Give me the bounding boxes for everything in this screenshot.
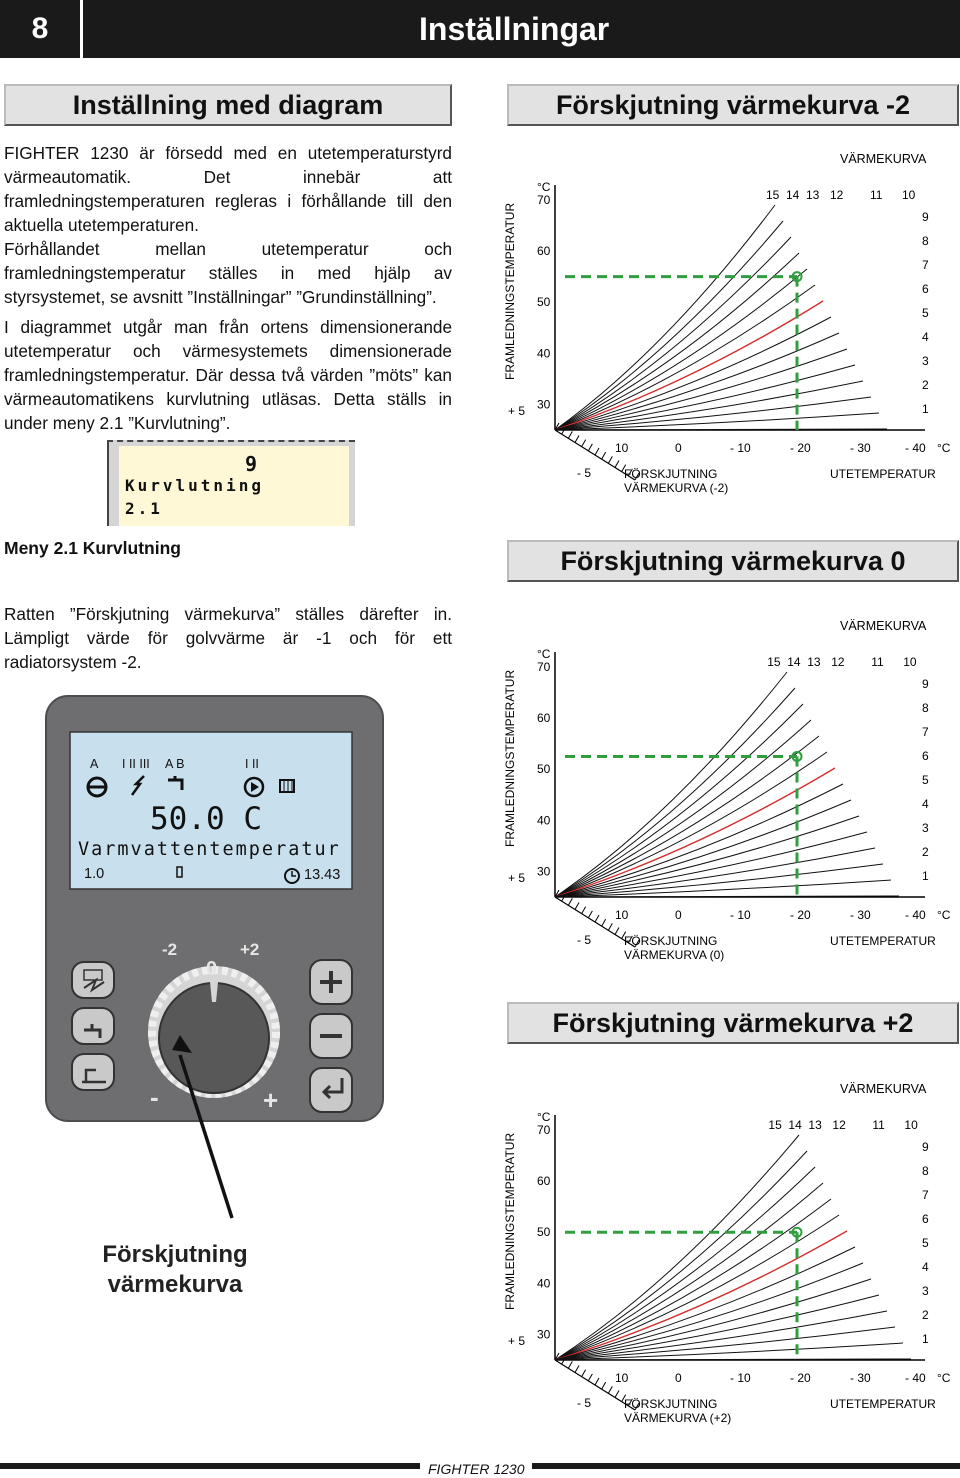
y-tick-label: 60 [537,711,551,726]
curve-number: 6 [922,749,929,763]
shift-scale-tick [595,915,599,922]
section-title-diagram: Inställning med diagram [4,84,452,126]
curve-number: 2 [922,845,929,859]
curve-number: 4 [922,330,929,344]
chart-title-plus2: Förskjutning värmekurva +2 [507,1002,959,1044]
y-axis-label: FRAMLEDNINGSTEMPERATUR [503,202,517,380]
y-tick-label: 30 [537,1327,551,1342]
dial-label-minus: - [150,1082,159,1112]
y-tick-label: 40 [537,813,551,828]
y-tick-label: 60 [537,244,551,259]
plus5-label: + 5 [508,871,526,885]
x-tick-label: - 20 [790,441,811,455]
curve-number: 8 [922,1164,929,1178]
y-axis-label: FRAMLEDNINGSTEMPERATUR [503,669,517,847]
x-tick-label: 0 [675,441,682,455]
curve-number: 1 [922,869,929,883]
curve-number: 6 [922,1212,929,1226]
shift-scale-tick [595,1378,599,1385]
heating-curve [555,269,807,430]
shift-scale-tick [582,1370,586,1377]
x-axis-label: UTETEMPERATUR [830,467,936,481]
chart-title-minus2: Förskjutning värmekurva -2 [507,84,959,126]
curve-number: 15 [768,1118,782,1132]
y-unit: °C [537,647,551,661]
heating-curve [555,285,815,430]
curve-number: 9 [922,677,929,691]
x-tick-label: 10 [615,1371,629,1385]
curve-number: 14 [786,188,800,202]
curve-number: 4 [922,1260,929,1274]
x-tick-label: - 10 [730,908,751,922]
curve-number: 2 [922,1308,929,1322]
curve-number: 4 [922,797,929,811]
curve-label: VÄRMEKURVA [840,1082,927,1096]
dial-label-zero: 0 [206,958,218,980]
x-tick-label: - 30 [850,908,871,922]
curve-number: 8 [922,234,929,248]
curve-number: 13 [808,1118,822,1132]
curve-number: 5 [922,773,929,787]
x-tick-label: - 20 [790,1371,811,1385]
y-tick-label: 30 [537,864,551,879]
shift-scale-tick [575,436,579,443]
paragraph-relation: Förhållandet mellan utetemperatur och framledningstemperatur ställes in med hjälp av styrsystemet, se avsnitt ”Inställningar” ”Grundinställning”. [4,239,452,307]
x-unit: °C [937,908,951,922]
heating-curve-chart-plus2 [500,1075,960,1440]
shift-label: FÖRSKJUTNING [624,934,718,948]
x-unit: °C [937,441,951,455]
minus5-label: - 5 [577,1396,592,1410]
heating-curve [555,253,799,430]
heating-curve [555,221,783,430]
paragraph-intro: FIGHTER 1230 är försedd med en utetemperaturstyrd värmeautomatik. Det innebär att framledningstemperaturen regleras i förhållande till den aktuella utetemperaturen. [4,143,452,235]
curve-number: 9 [922,210,929,224]
curve-number: 12 [830,188,844,202]
x-unit: °C [937,1371,951,1385]
curve-label: VÄRMEKURVA [840,152,927,166]
menu-button[interactable] [72,1054,114,1090]
heating-curve [555,720,811,897]
shift-scale-tick [602,1382,606,1389]
x-axis-label: UTETEMPERATUR [830,1397,936,1411]
shift-value-label: VÄRMEKURVA (-2) [624,481,729,495]
enter-button[interactable] [310,1068,352,1112]
shift-scale-tick [568,1361,572,1368]
curve-number: 2 [922,378,929,392]
dial-label-minus2: -2 [162,940,178,959]
curve-number: 10 [904,1118,918,1132]
mode-label-ab: A B [165,757,185,771]
curve-number: 3 [922,354,929,368]
y-axis-label: FRAMLEDNINGSTEMPERATUR [503,1132,517,1310]
x-axis-label: UTETEMPERATUR [830,934,936,948]
x-tick-label: 10 [615,908,629,922]
lcd-time: 13.43 [304,867,341,883]
x-tick-label: - 40 [905,908,926,922]
shift-scale-tick [582,907,586,914]
y-unit: °C [537,180,551,194]
x-tick-label: - 40 [905,1371,926,1385]
menu-number: 2.1 [125,499,163,518]
heating-curve [555,736,819,897]
shift-scale-tick [568,431,572,438]
curve-number: 1 [922,1332,929,1346]
curve-number: 12 [832,1118,846,1132]
shift-scale-tick [575,903,579,910]
shift-scale-tick [608,923,612,930]
mode-label-circuits: I II III [122,757,150,771]
curve-number: 7 [922,258,929,272]
x-tick-label: - 30 [850,441,871,455]
y-tick-label: 50 [537,1225,551,1240]
mode-label-a: A [90,757,99,771]
curve-number: 7 [922,1188,929,1202]
paragraph-dial: Ratten ”Förskjutning värmekurva” ställes därefter in. Lämpligt värde för golvvärme är -1 och för ett radiatorsystem -2. [4,604,452,672]
x-tick-label: 10 [615,441,629,455]
x-tick-label: - 30 [850,1371,871,1385]
shift-scale-tick [602,452,606,459]
curve-number: 10 [902,188,916,202]
shift-scale-tick [615,1391,619,1398]
page-number: 8 [0,0,80,58]
heating-curve [555,752,827,897]
footer-text: FIGHTER 1230 [420,1461,532,1477]
curve-number: 1 [922,402,929,416]
y-tick-label: 30 [537,397,551,412]
curve-number: 14 [787,655,801,669]
dial-caption: Förskjutning värmekurva [102,1241,248,1298]
dial-label-plus: + [263,1085,279,1115]
hot-water-button[interactable] [72,1008,114,1044]
curve-number: 12 [831,655,845,669]
minus-button[interactable] [310,1014,352,1058]
curve-number: 15 [766,188,780,202]
shift-scale-tick [602,919,606,926]
y-tick-label: 50 [537,762,551,777]
minus5-label: - 5 [577,933,592,947]
lcd-left-value: 1.0 [84,866,105,882]
curve-label: VÄRMEKURVA [840,619,927,633]
shift-scale-tick [608,456,612,463]
plus-button[interactable] [310,960,352,1004]
x-tick-label: - 40 [905,441,926,455]
heating-curve [555,1183,823,1360]
shift-scale-tick [608,1386,612,1393]
curve-number: 14 [788,1118,802,1132]
y-tick-label: 70 [537,1123,551,1137]
y-tick-label: 70 [537,660,551,674]
curve-number: 13 [806,188,820,202]
control-panel [40,690,390,1310]
curve-number: 6 [922,282,929,296]
mode-label-i-ii: I II [245,757,259,771]
shift-scale-tick [615,461,619,468]
minus5-label: - 5 [577,466,592,480]
heating-curve [555,688,795,897]
chart-title-zero: Förskjutning värmekurva 0 [507,540,959,582]
curve-number: 5 [922,1236,929,1250]
shift-scale-tick [582,440,586,447]
shift-scale-tick [568,898,572,905]
y-tick-label: 50 [537,295,551,310]
curve-number: 11 [871,655,884,669]
heating-curve-chart-zero [500,612,960,977]
curve-number: 11 [872,1118,885,1132]
shift-label: FÖRSKJUTNING [624,1397,718,1411]
shift-scale-tick [595,448,599,455]
plus5-label: + 5 [508,404,526,418]
curve-number: 9 [922,1140,929,1154]
curve-number: 15 [767,655,781,669]
paragraph-diagram: I diagrammet utgår man från ortens dimensionerande utetemperatur och värmesystemets dimensionerade framledningstemperatur. Där dessa två värden ”möts” kan värmeautomatikens kurvlutning utläsas. Detta ställs in under meny 2.1 ”Kurvlutning”. [4,317,452,433]
y-unit: °C [537,1110,551,1124]
x-tick-label: - 20 [790,908,811,922]
curve-number: 7 [922,725,929,739]
heating-mode-button[interactable] [72,962,114,998]
curve-shift-dial[interactable] [148,966,280,1098]
x-tick-label: - 10 [730,1371,751,1385]
shift-value-label: VÄRMEKURVA (0) [624,948,725,962]
plus5-label: + 5 [508,1334,526,1348]
menu-value: 9 [245,452,258,476]
y-tick-label: 40 [537,1276,551,1291]
curve-number: 3 [922,1284,929,1298]
shift-value-label: VÄRMEKURVA (+2) [624,1411,732,1425]
heating-curve [555,205,775,430]
x-tick-label: 0 [675,908,682,922]
y-tick-label: 70 [537,193,551,207]
shift-scale-tick [615,928,619,935]
curve-number: 3 [922,821,929,835]
page-title: Inställningar [83,0,960,58]
menu-label: Kurvlutning [125,476,264,495]
x-tick-label: 0 [675,1371,682,1385]
curve-number: 13 [807,655,821,669]
curve-number: 5 [922,306,929,320]
shift-scale-tick [588,1374,592,1381]
y-tick-label: 40 [537,346,551,361]
menu-display [107,440,355,526]
lcd-description: Varmvattentemperatur [78,839,341,860]
heating-curve [555,1151,807,1360]
lcd-temperature: 50.0 C [150,801,262,837]
curve-number: 8 [922,701,929,715]
y-tick-label: 60 [537,1174,551,1189]
heating-curve [555,1199,831,1360]
heating-curve [555,672,787,897]
shift-scale-tick [588,911,592,918]
curve-number: 10 [903,655,917,669]
x-tick-label: - 10 [730,441,751,455]
curve-number: 11 [870,188,883,202]
dial-label-plus2: +2 [240,940,260,959]
shift-scale-tick [588,444,592,451]
shift-scale-tick [575,1366,579,1373]
menu-caption: Meny 2.1 Kurvlutning [4,538,181,558]
shift-label: FÖRSKJUTNING [624,467,718,481]
heating-curve-chart-minus2 [500,145,960,510]
